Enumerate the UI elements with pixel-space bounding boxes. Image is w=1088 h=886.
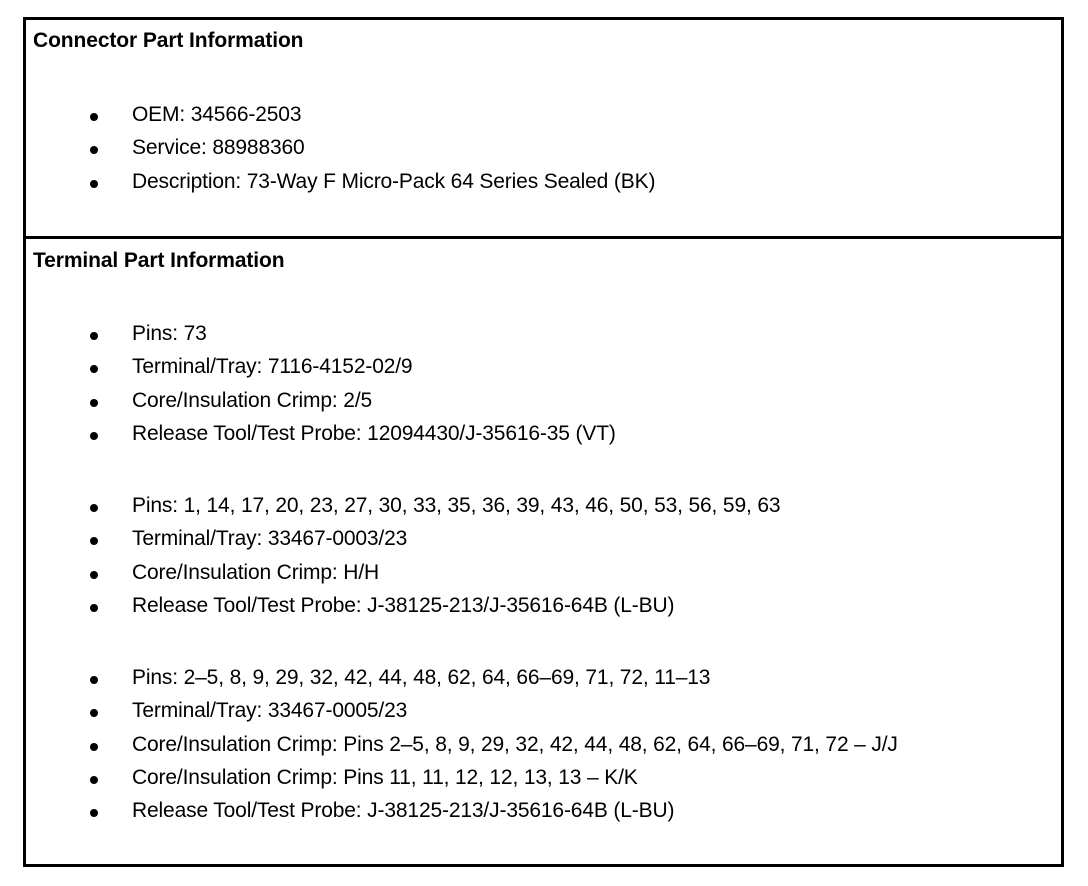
release-tool-value: Release Tool/Test Probe: 12094430/J-35616-35 (VT) [132, 421, 616, 445]
terminal-part-section [26, 239, 1061, 864]
connector-description: Description: 73-Way F Micro-Pack 64 Series Sealed (BK) [132, 169, 656, 193]
crimp-value: Core/Insulation Crimp: H/H [132, 560, 380, 584]
bullet-icon [90, 604, 98, 612]
terminal-group-1 [26, 317, 1061, 450]
connector-info-list [26, 98, 1061, 198]
bullet-icon [90, 113, 98, 121]
bullet-icon [90, 180, 98, 188]
connector-section-title: Connector Part Information [33, 29, 304, 52]
bullet-icon [90, 537, 98, 545]
bullet-icon [90, 776, 98, 784]
list-item [26, 131, 1061, 164]
bullet-icon [90, 809, 98, 817]
part-information-table [23, 17, 1064, 867]
list-item [26, 417, 1061, 450]
list-item [26, 728, 1061, 761]
release-tool-value: Release Tool/Test Probe: J-38125-213/J-35616-64B (L-BU) [132, 593, 675, 617]
terminal-tray-value: Terminal/Tray: 33467-0003/23 [132, 527, 408, 551]
bullet-icon [90, 743, 98, 751]
list-item [26, 589, 1061, 622]
list-item [26, 761, 1061, 794]
list-item [26, 350, 1061, 383]
list-item [26, 165, 1061, 198]
terminal-group-3 [26, 661, 1061, 827]
list-item [26, 384, 1061, 417]
terminal-section-title: Terminal Part Information [33, 249, 285, 272]
list-item [26, 98, 1061, 131]
bullet-icon [90, 332, 98, 340]
terminal-tray-value: Terminal/Tray: 33467-0005/23 [132, 699, 408, 723]
pins-value: Pins: 2–5, 8, 9, 29, 32, 42, 44, 48, 62, 64, 66–69, 71, 72, 11–13 [132, 666, 711, 689]
bullet-icon [90, 676, 98, 684]
list-item [26, 317, 1061, 350]
crimp-value: Core/Insulation Crimp: Pins 11, 11, 12, 12, 13, 13 – K/K [132, 765, 638, 789]
list-item [26, 522, 1061, 555]
bullet-icon [90, 399, 98, 407]
crimp-value: Core/Insulation Crimp: 2/5 [132, 388, 373, 412]
bullet-icon [90, 432, 98, 440]
bullet-icon [90, 709, 98, 717]
list-item [26, 489, 1061, 522]
crimp-value: Core/Insulation Crimp: Pins 2–5, 8, 9, 29, 32, 42, 44, 48, 62, 64, 66–69, 71, 72 – J/J [132, 732, 898, 756]
list-item [26, 661, 1061, 694]
bullet-icon [90, 146, 98, 154]
connector-part-section [26, 20, 1061, 239]
list-item [26, 694, 1061, 727]
list-item [26, 794, 1061, 827]
terminal-tray-value: Terminal/Tray: 7116-4152-02/9 [132, 355, 413, 379]
terminal-group-2 [26, 489, 1061, 622]
oem-number: OEM: 34566-2503 [132, 103, 302, 126]
bullet-icon [90, 571, 98, 579]
list-item [26, 556, 1061, 589]
release-tool-value: Release Tool/Test Probe: J-38125-213/J-35616-64B (L-BU) [132, 799, 675, 823]
pins-value: Pins: 73 [132, 322, 207, 345]
service-number: Service: 88988360 [132, 136, 305, 160]
bullet-icon [90, 504, 98, 512]
pins-value: Pins: 1, 14, 17, 20, 23, 27, 30, 33, 35, 36, 39, 43, 46, 50, 53, 56, 59, 63 [132, 494, 781, 517]
bullet-icon [90, 365, 98, 373]
